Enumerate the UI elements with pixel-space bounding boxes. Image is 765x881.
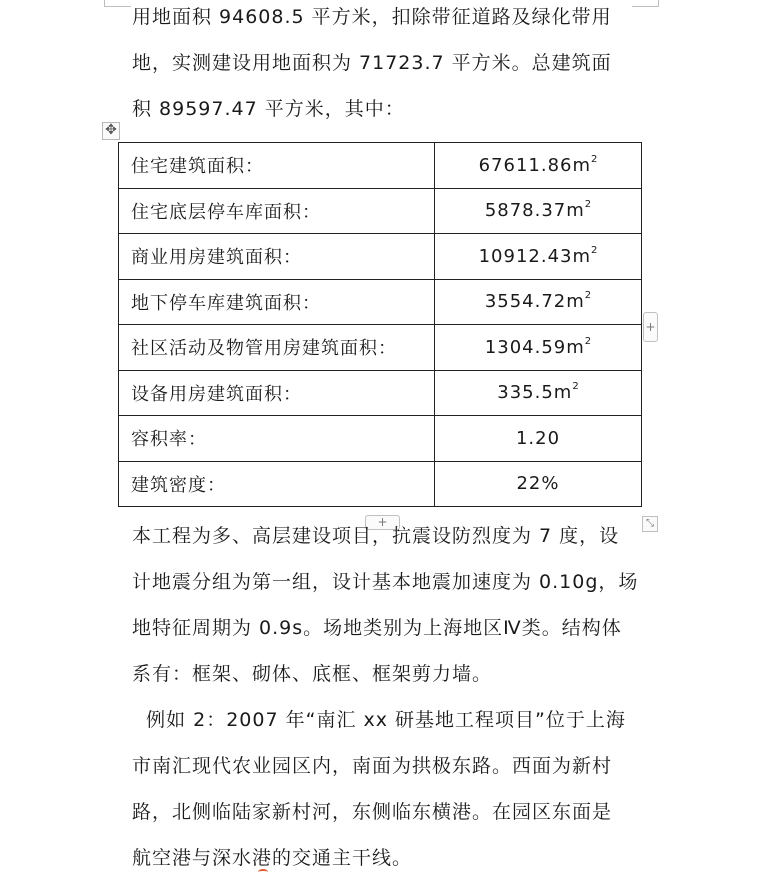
add-column-button[interactable]: + [365, 515, 400, 530]
intro-line: 用地面积 94608.5 平方米，扣除带征道路及绿化带用 [132, 6, 612, 28]
table-cell-label[interactable]: 建筑密度： [119, 461, 435, 507]
table-cell-value[interactable] [435, 234, 642, 280]
table-cell-label[interactable]: 商业用房建筑面积： [119, 234, 435, 280]
body-line: 地特征周期为 0.9s。场地类别为上海地区Ⅳ类。结构体 [132, 617, 622, 639]
table-cell-label[interactable]: 地下停车库建筑面积： [119, 279, 435, 325]
table-row [119, 188, 642, 234]
table-resize-icon[interactable]: ⤡ [642, 516, 658, 532]
area-value: 1304.59m [484, 336, 585, 358]
example-line: 航空港与深水港的交通主干线。 [132, 847, 413, 869]
unit-superscript: 2 [572, 381, 579, 393]
body-line: 计地震分组为第一组，设计基本地震加速度为 0.10g，场 [132, 571, 639, 593]
table-row [119, 279, 642, 325]
table-cell-label[interactable]: 住宅底层停车库面积： [119, 188, 435, 234]
density-value: 22% [516, 473, 560, 495]
intro-line: 积 89597.47 平方米，其中： [132, 98, 405, 120]
table-row [119, 234, 642, 280]
table-cell-value[interactable] [435, 416, 642, 462]
table-cell-value[interactable] [435, 325, 642, 371]
table-cell-label[interactable]: 设备用房建筑面积： [119, 370, 435, 416]
area-value: 10912.43m [478, 245, 592, 267]
table-cell-label[interactable]: 住宅建筑面积： [119, 143, 435, 189]
table-row [119, 143, 642, 189]
unit-superscript: 2 [584, 335, 592, 347]
intro-paragraph [132, 0, 637, 132]
example-paragraph [132, 697, 637, 881]
spellcheck-mark [258, 869, 268, 875]
area-value: 67611.86m [478, 154, 592, 176]
table-row [119, 325, 642, 371]
table-cell-value[interactable] [435, 143, 642, 189]
ratio-value: 1.20 [515, 427, 561, 449]
example-line: 路，北侧临陆家新村河，东侧临东横港。在园区东面是 [132, 801, 613, 823]
body-line: 本工程为多、高层建设项目，抗震设防烈度为 7 度，设 [132, 525, 620, 547]
body-line: 系有：框架、砌体、底框、框架剪力墙。 [132, 663, 493, 685]
intro-line: 地，实测建设用地面积为 71723.7 平方米。总建筑面 [132, 52, 612, 74]
add-row-button[interactable]: + [643, 312, 658, 342]
area-value: 5878.37m [484, 200, 585, 222]
table-cell-value[interactable] [435, 370, 642, 416]
table-cell-label[interactable]: 容积率： [119, 416, 435, 462]
table-cell-value[interactable] [435, 279, 642, 325]
table-row [119, 370, 642, 416]
table-move-handle-icon[interactable]: ✥ [102, 122, 120, 140]
table-cell-value[interactable] [435, 461, 642, 507]
area-value: 3554.72m [484, 291, 585, 313]
area-value: 335.5m [497, 382, 573, 404]
unit-superscript: 2 [591, 153, 598, 165]
unit-superscript: 2 [591, 244, 598, 256]
building-area-table [118, 142, 642, 507]
example-line: 市南汇现代农业园区内，南面为拱极东路。西面为新村 [132, 755, 613, 777]
table-cell-value[interactable] [435, 188, 642, 234]
unit-superscript: 2 [584, 290, 592, 302]
table-row [119, 461, 642, 507]
table-cell-label[interactable]: 社区活动及物管用房建筑面积： [119, 325, 435, 371]
example-line: 例如 2：2007 年“南汇 xx 研基地工程项目”位于上海 [132, 709, 626, 731]
seismic-paragraph [132, 513, 637, 697]
page-corner-mark-left [104, 0, 131, 7]
unit-superscript: 2 [584, 199, 592, 211]
table-row [119, 416, 642, 462]
